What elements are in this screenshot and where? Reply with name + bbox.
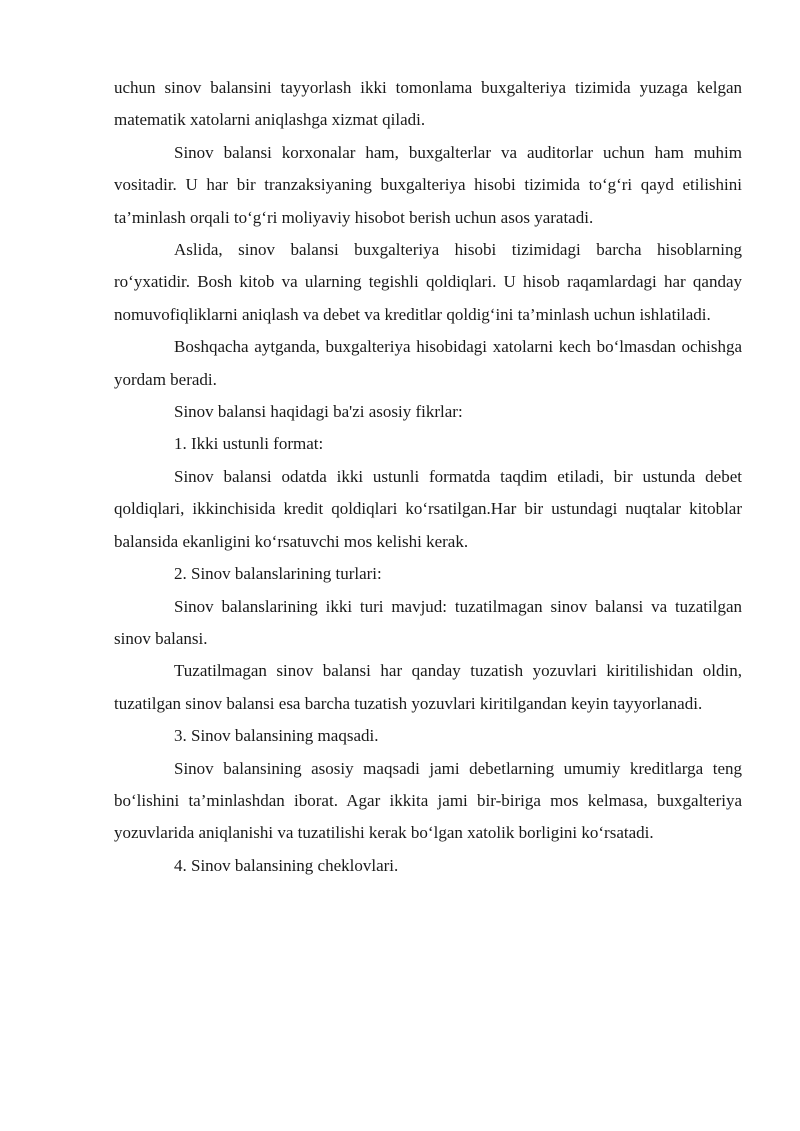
paragraph-adjusted-unadjusted: Tuzatilmagan sinov balansi har qanday tuzatish yozuvlari kiritilishidan oldin, tuzatilgan sinov balansi esa barcha tuzatish yozuvlari kiritilgandan keyin tayyorlanadi.	[114, 661, 742, 713]
list-item-heading-4: 4. Sinov balansining cheklovlari.	[174, 855, 399, 875]
paragraph-two-column-format: Sinov balansi odatda ikki ustunli formatda taqdim etiladi, bir ustunda debet qoldiqlari, ikkinchisida kredit qoldiqlari ko‘rsatilgan.Har bir ustundagi nuqtalar kitoblar balansida ekanligini ko‘rsatuvchi mos kelishi kerak.	[114, 466, 742, 551]
paragraph-definition: Aslida, sinov balansi buxgalteriya hisobi tizimidagi barcha hisoblarning ro‘yxatidir. Bosh kitob va ularning tegishli qoldiqlari. U hisob raqamlardagi har qanday nomuvofiqliklarni aniqlash va debet va kreditlar qoldig‘ini ta’minlash uchun ishlatiladi.	[114, 240, 742, 324]
paragraph-types: Sinov balanslarining ikki turi mavjud: tuzatilmagan sinov balansi va tuzatilgan sinov balansi.	[114, 596, 742, 648]
list-item-heading-3: 3. Sinov balansining maqsadi.	[174, 726, 379, 746]
paragraph-purpose: Sinov balansining asosiy maqsadi jami debetlarning umumiy kreditlarga teng bo‘lishini ta’minlashdan iborat. Agar ikkita jami bir-biriga mos kelmasa, buxgalteriya yozuvlarida aniqlanishi va tuzatilishi kerak bo‘lgan xatolik borligini ko‘rsatadi.	[114, 758, 742, 843]
paragraph-key-points-heading: Sinov balansi haqidagi ba'zi asosiy fikrlar:	[174, 402, 463, 422]
list-item-heading-2: 2. Sinov balanslarining turlari:	[174, 564, 382, 584]
paragraph-importance: Sinov balansi korxonalar ham, buxgalterlar va auditorlar uchun ham muhim vositadir. U har bir tranzaksiyaning buxgalteriya hisobi tizimida to‘g‘ri qayd etilishini ta’minlash orqali to‘g‘ri moliyaviy hisobot berish uchun asos yaratadi.	[114, 142, 742, 227]
paragraph-intro-continuation: uchun sinov balansini tayyorlash ikki tomonlama buxgalteriya tizimida yuzaga kelgan matematik xatolarni aniqlashga xizmat qiladi.	[114, 78, 742, 130]
paragraph-error-detection: Boshqacha aytganda, buxgalteriya hisobidagi xatolarni kech bo‘lmasdan ochishga yordam beradi.	[114, 337, 742, 389]
document-page	[114, 72, 742, 882]
list-item-heading-1: 1. Ikki ustunli format:	[174, 434, 324, 454]
